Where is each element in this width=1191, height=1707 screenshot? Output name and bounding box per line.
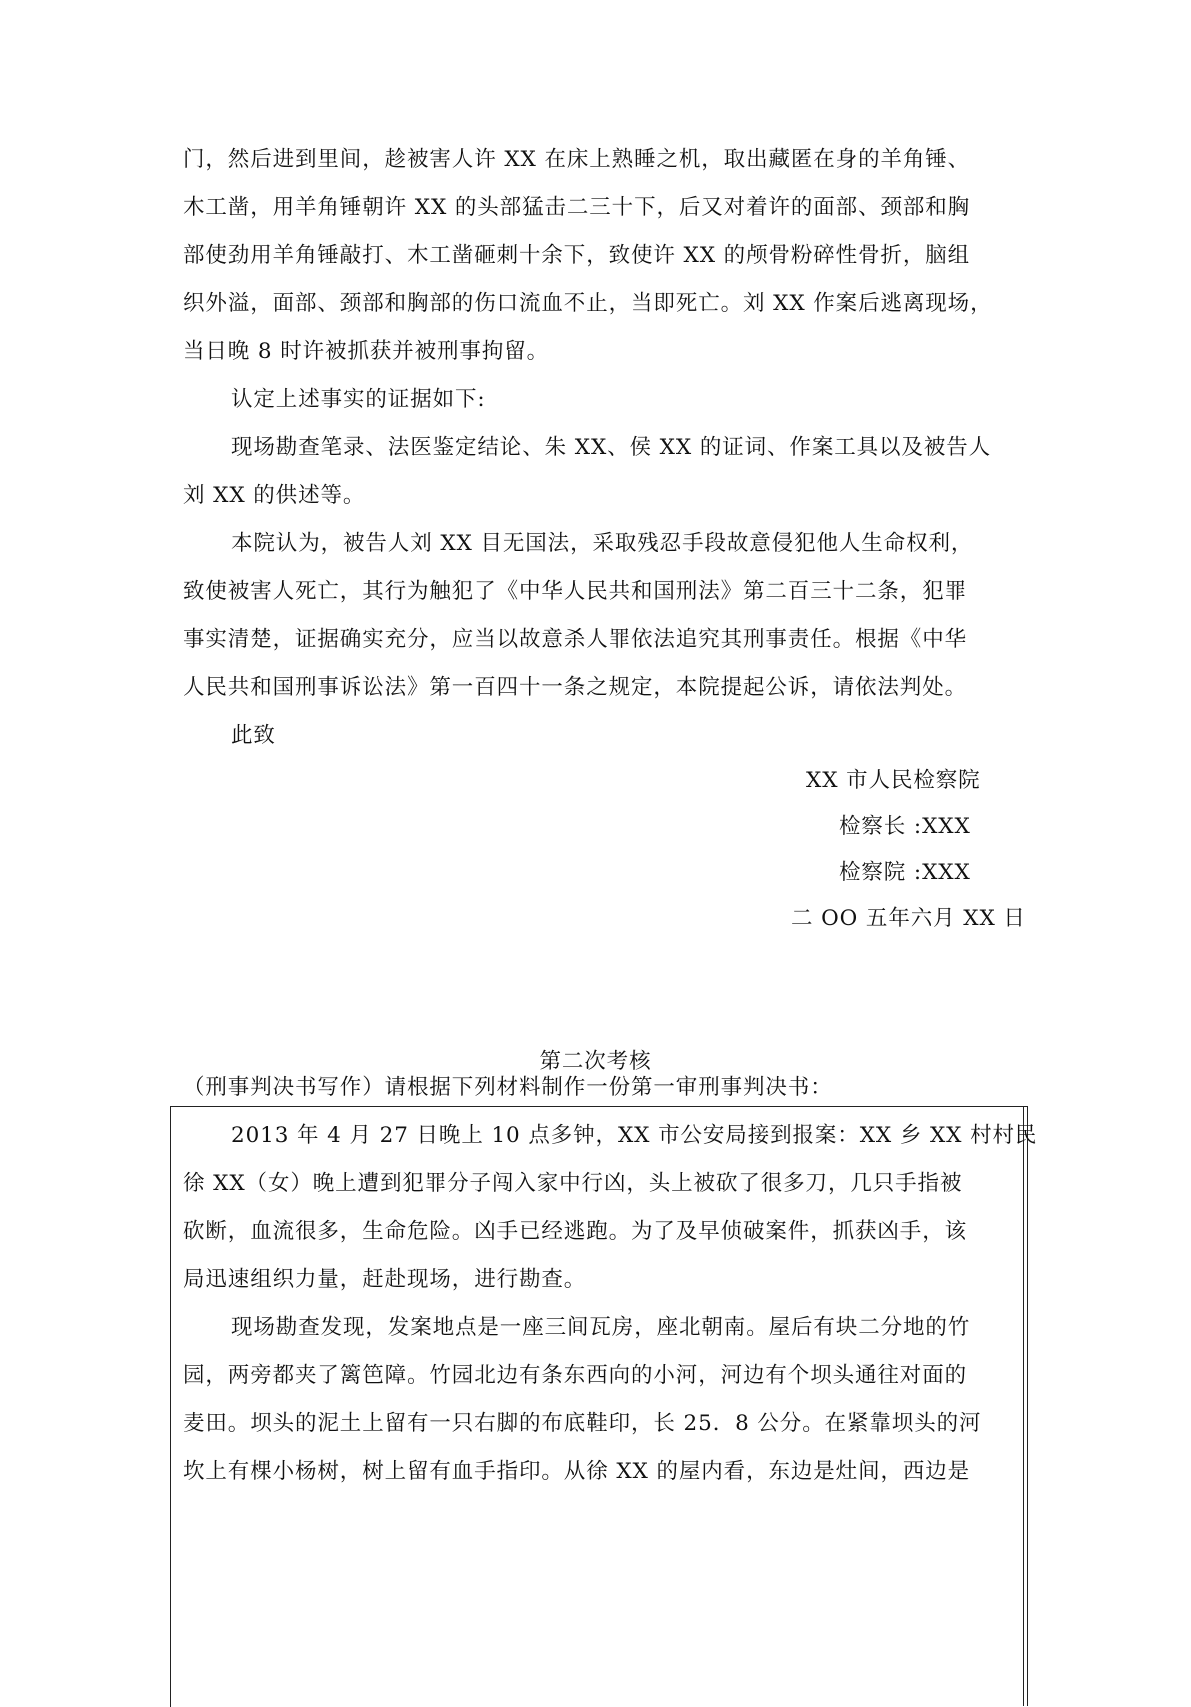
text-line: 此致 xyxy=(231,723,276,748)
text-line: 园，两旁都夹了篱笆障。竹园北边有条东西向的小河，河边有个坝头通往对面的 xyxy=(183,1363,968,1388)
text-line: 人民共和国刑事诉讼法》第一百四十一条之规定，本院提起公诉，请依法判处。 xyxy=(183,675,968,700)
text-line: 门，然后进到里间，趁被害人许 XX 在床上熟睡之机，取出藏匿在身的羊角锤、 xyxy=(183,147,971,172)
text-line: 本院认为，被告人刘 XX 目无国法，采取残忍手段故意侵犯他人生命权利， xyxy=(231,531,974,556)
text-line: 坎上有棵小杨树，树上留有血手指印。从徐 XX 的屋内看，东边是灶间，西边是 xyxy=(183,1459,971,1484)
instruction-line xyxy=(183,1068,1019,1108)
text-line: 现场勘查发现，发案地点是一座三间瓦房，座北朝南。屋后有块二分地的竹 xyxy=(231,1315,971,1340)
text-line: 部使劲用羊角锤敲打、木工凿砸刺十余下，致使许 XX 的颅骨粉碎性骨折，脑组 xyxy=(183,243,971,268)
text-line: 徐 XX（女）晚上遭到犯罪分子闯入家中行凶，头上被砍了很多刀，几只手指被 xyxy=(183,1171,963,1196)
text-line: 事实清楚，证据确实充分，应当以故意杀人罪依法追究其刑事责任。根据《中华 xyxy=(183,627,968,652)
material-text xyxy=(183,1112,1038,1496)
signature-date: 二 OO 五年六月 XX 日 xyxy=(791,906,1026,931)
text-line: 局迅速组织力量，赶赴现场，进行勘查。 xyxy=(183,1267,587,1292)
text-line: 砍断，血流很多，生命危险。凶手已经逃跑。为了及早侦破案件，抓获凶手，该 xyxy=(183,1219,968,1244)
box-border-line xyxy=(1023,1106,1024,1706)
evidence-paragraph xyxy=(183,424,1019,520)
text-line: 木工凿，用羊角锤朝许 XX 的头部猛击二三十下，后又对着许的面部、颈部和胸 xyxy=(183,195,971,220)
text-line: （刑事判决书写作）请根据下列材料制作一份第一审刑事判决书： xyxy=(183,1075,833,1100)
signature-org: XX 市人民检察院 xyxy=(806,768,981,793)
section-title: 第二次考核 xyxy=(539,1049,652,1074)
text-line: 刘 XX 的供述等。 xyxy=(183,483,366,508)
signature-chief: 检察长 :XXX xyxy=(839,814,971,839)
evidence-intro xyxy=(183,376,1019,424)
text-line: 致使被害人死亡，其行为触犯了《中华人民共和国刑法》第二百三十二条，犯罪 xyxy=(183,579,968,604)
signature-procurator: 检察院 :XXX xyxy=(839,860,971,885)
box-border-line xyxy=(1027,1106,1028,1706)
facts-paragraph xyxy=(183,136,1019,376)
text-line: 认定上述事实的证据如下: xyxy=(231,387,486,412)
text-line: 现场勘查笔录、法医鉴定结论、朱 XX、侯 XX 的证词、作案工具以及被告人 xyxy=(231,435,992,460)
text-line: 当日晚 8 时许被抓获并被刑事拘留。 xyxy=(183,339,550,364)
text-line: 2013 年 4 月 27 日晚上 10 点多钟，XX 市公安局接到报案：XX 乡 XX 村村民 xyxy=(231,1123,1038,1148)
closing-line xyxy=(183,712,1019,760)
text-line: 麦田。坝头的泥土上留有一只右脚的布底鞋印，长 25．8 公分。在紧靠坝头的河 xyxy=(183,1411,982,1436)
text-line: 织外溢，面部、颈部和胸部的伤口流血不止，当即死亡。刘 XX 作案后逃离现场， xyxy=(183,291,993,316)
opinion-paragraph xyxy=(183,520,1019,712)
